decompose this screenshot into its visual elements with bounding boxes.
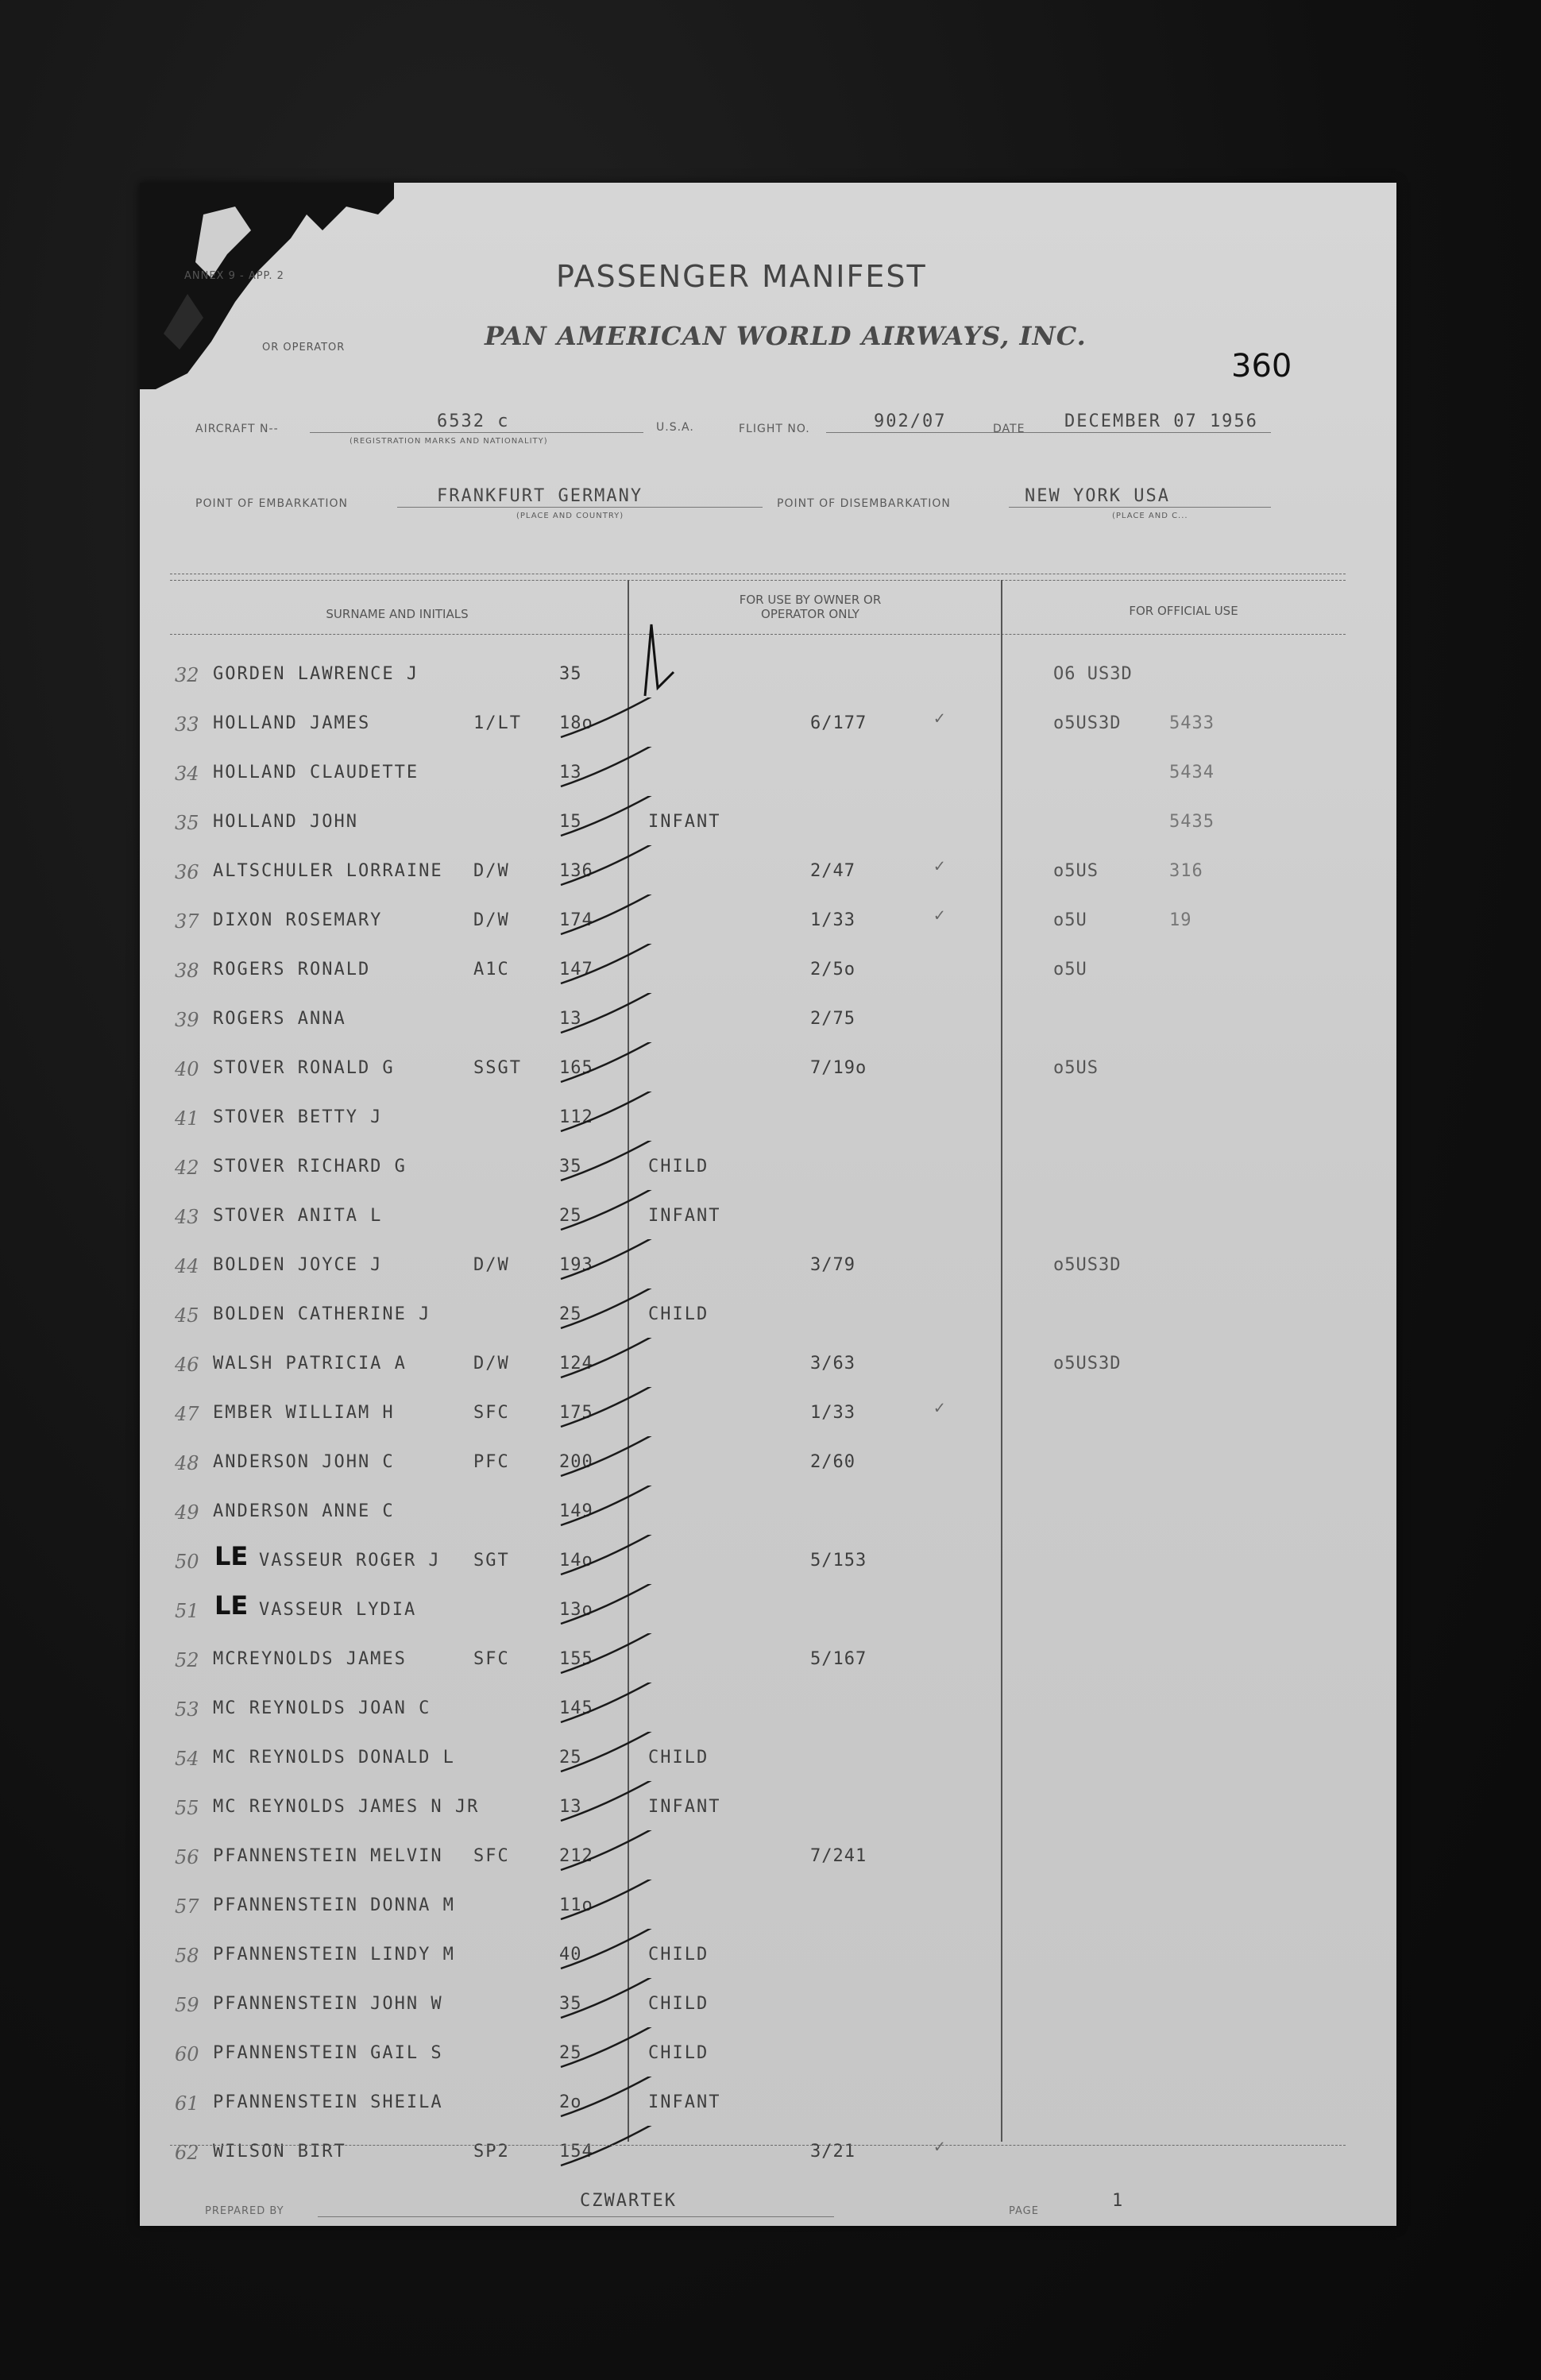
pen-strike bbox=[553, 796, 672, 844]
passenger-name: ROGERS RONALD bbox=[213, 960, 371, 979]
check-mark: ✓ bbox=[934, 1398, 945, 1418]
passenger-weight: 149 bbox=[559, 1501, 593, 1521]
passenger-remark: CHILD bbox=[648, 1945, 709, 1965]
row-number: 39 bbox=[175, 1009, 199, 1031]
pen-strike bbox=[553, 1091, 672, 1139]
official-code: o5US3D bbox=[1053, 713, 1122, 733]
row-number: 48 bbox=[175, 1452, 199, 1474]
passenger-weight: 25 bbox=[559, 1206, 582, 1226]
page-label: PAGE bbox=[1009, 2205, 1039, 2217]
passenger-remark: CHILD bbox=[648, 1994, 709, 2014]
table-row bbox=[140, 2077, 1396, 2124]
passenger-remark: CHILD bbox=[648, 2043, 709, 2063]
row-number: 61 bbox=[175, 2092, 199, 2115]
official-code: o5US bbox=[1053, 861, 1099, 881]
annex-label: ANNEX 9 - APP. 2 bbox=[184, 270, 284, 282]
pen-strike bbox=[553, 2077, 672, 2124]
manifest-title: PASSENGER MANIFEST bbox=[556, 259, 927, 294]
passenger-name: VASSEUR ROGER J bbox=[259, 1551, 441, 1571]
passenger-name: MC REYNOLDS JOAN C bbox=[213, 1698, 431, 1718]
passenger-remark: INFANT bbox=[648, 2092, 721, 2112]
passenger-remark: INFANT bbox=[648, 1797, 721, 1817]
passenger-weight: 13 bbox=[559, 1797, 582, 1817]
passenger-name: BOLDEN JOYCE J bbox=[213, 1255, 383, 1275]
table-row bbox=[140, 2027, 1396, 2075]
disembarkation-place: NEW YORK USA bbox=[1025, 486, 1170, 506]
passenger-weight: 13 bbox=[559, 763, 582, 782]
pen-strike bbox=[553, 944, 672, 991]
pen-strike bbox=[553, 2126, 672, 2173]
passenger-rank: D/W bbox=[473, 1255, 510, 1275]
pen-strike bbox=[553, 2027, 672, 2075]
passenger-name: PFANNENSTEIN JOHN W bbox=[213, 1994, 443, 2014]
passenger-weight: 25 bbox=[559, 1748, 582, 1768]
passenger-weight: 154 bbox=[559, 2142, 593, 2162]
owner-code: 3/63 bbox=[810, 1354, 855, 1374]
row-number: 32 bbox=[175, 664, 199, 686]
owner-code: 7/19o bbox=[810, 1058, 867, 1078]
page-number: 360 bbox=[1231, 348, 1292, 384]
official-code: o5US3D bbox=[1053, 1255, 1122, 1275]
passenger-remark: CHILD bbox=[648, 1304, 709, 1324]
check-mark: ✓ bbox=[934, 709, 945, 728]
flight-label: FLIGHT NO. bbox=[739, 423, 810, 435]
owner-code: 7/241 bbox=[810, 1846, 867, 1866]
check-mark: ✓ bbox=[934, 2137, 945, 2157]
pen-strike bbox=[553, 1387, 672, 1435]
row-number: 58 bbox=[175, 1945, 199, 1967]
passenger-rank: A1C bbox=[473, 960, 510, 979]
table-row bbox=[140, 2126, 1396, 2173]
row-number: 38 bbox=[175, 960, 199, 982]
owner-code: 5/153 bbox=[810, 1551, 867, 1571]
pen-strike bbox=[553, 993, 672, 1041]
pen-strike bbox=[553, 1929, 672, 1976]
table-row bbox=[140, 845, 1396, 893]
passenger-weight: 25 bbox=[559, 1304, 582, 1324]
official-number: 5433 bbox=[1169, 713, 1215, 733]
registration-caption: (REGISTRATION MARKS AND NATIONALITY) bbox=[350, 437, 548, 446]
row-number: 56 bbox=[175, 1846, 199, 1868]
passenger-rank: PFC bbox=[473, 1452, 510, 1472]
passenger-weight: 112 bbox=[559, 1107, 593, 1127]
passenger-name: HOLLAND CLAUDETTE bbox=[213, 763, 419, 782]
handwritten-annotation: LE bbox=[214, 1590, 249, 1621]
date-label: DATE bbox=[993, 423, 1025, 435]
owner-code: 1/33 bbox=[810, 1403, 855, 1423]
table-row bbox=[140, 1732, 1396, 1779]
official-code: o5U bbox=[1053, 960, 1087, 979]
passenger-name: GORDEN LAWRENCE J bbox=[213, 664, 419, 684]
table-row bbox=[140, 1683, 1396, 1730]
passenger-name: PFANNENSTEIN MELVIN bbox=[213, 1846, 443, 1866]
table-row bbox=[140, 796, 1396, 844]
passenger-weight: 11o bbox=[559, 1895, 593, 1915]
table-row bbox=[140, 1633, 1396, 1681]
embarkation-caption: (PLACE AND COUNTRY) bbox=[516, 512, 624, 520]
row-number: 60 bbox=[175, 2043, 199, 2065]
passenger-name: EMBER WILLIAM H bbox=[213, 1403, 395, 1423]
official-number: 316 bbox=[1169, 861, 1203, 881]
passenger-rank: D/W bbox=[473, 861, 510, 881]
owner-code: 2/47 bbox=[810, 861, 855, 881]
row-number: 40 bbox=[175, 1058, 199, 1080]
pen-strike bbox=[553, 697, 672, 745]
table-row bbox=[140, 944, 1396, 991]
table-row bbox=[140, 1387, 1396, 1435]
pen-strike bbox=[553, 845, 672, 893]
table-row bbox=[140, 1486, 1396, 1533]
passenger-name: BOLDEN CATHERINE J bbox=[213, 1304, 431, 1324]
pen-strike bbox=[553, 1486, 672, 1533]
row-number: 42 bbox=[175, 1157, 199, 1179]
disembarkation-caption: (PLACE AND C... bbox=[1112, 512, 1188, 520]
owner-code: 3/79 bbox=[810, 1255, 855, 1275]
passenger-weight: 145 bbox=[559, 1698, 593, 1718]
row-number: 49 bbox=[175, 1501, 199, 1524]
row-number: 36 bbox=[175, 861, 199, 883]
passenger-weight: 25 bbox=[559, 2043, 582, 2063]
aircraft-label: AIRCRAFT N-- bbox=[195, 423, 279, 435]
passenger-name: STOVER ANITA L bbox=[213, 1206, 383, 1226]
passenger-rank: SFC bbox=[473, 1403, 510, 1423]
row-number: 50 bbox=[175, 1551, 199, 1573]
column-header-surname: SURNAME AND INITIALS bbox=[326, 607, 469, 621]
passenger-rank: SFC bbox=[473, 1846, 510, 1866]
row-number: 45 bbox=[175, 1304, 199, 1327]
pen-strike bbox=[553, 1535, 672, 1582]
passenger-remark: INFANT bbox=[648, 812, 721, 832]
official-code: o5U bbox=[1053, 910, 1087, 930]
passenger-name: PFANNENSTEIN GAIL S bbox=[213, 2043, 443, 2063]
official-code: o5US bbox=[1053, 1058, 1099, 1078]
passenger-name: PFANNENSTEIN SHEILA bbox=[213, 2092, 443, 2112]
pen-strike bbox=[553, 1978, 672, 2026]
passenger-rank: 1/LT bbox=[473, 713, 522, 733]
passenger-rank: D/W bbox=[473, 1354, 510, 1374]
passenger-weight: 212 bbox=[559, 1846, 593, 1866]
pen-strike bbox=[553, 1584, 672, 1632]
table-row bbox=[140, 894, 1396, 942]
nationality: U.S.A. bbox=[656, 421, 694, 434]
passenger-weight: 13 bbox=[559, 1009, 582, 1029]
pen-strike bbox=[553, 1190, 672, 1238]
flight-date: DECEMBER 07 1956 bbox=[1064, 411, 1258, 431]
passenger-name: MC REYNOLDS JAMES N JR bbox=[213, 1797, 480, 1817]
passenger-name: WALSH PATRICIA A bbox=[213, 1354, 407, 1374]
row-number: 59 bbox=[175, 1994, 199, 2016]
passenger-name: PFANNENSTEIN LINDY M bbox=[213, 1945, 455, 1965]
passenger-weight: 147 bbox=[559, 960, 593, 979]
check-mark: ✓ bbox=[934, 856, 945, 876]
row-number: 55 bbox=[175, 1797, 199, 1819]
row-number: 35 bbox=[175, 812, 199, 834]
owner-code: 3/21 bbox=[810, 2142, 855, 2162]
row-number: 54 bbox=[175, 1748, 199, 1770]
passenger-name: MCREYNOLDS JAMES bbox=[213, 1649, 407, 1669]
official-number: 5435 bbox=[1169, 812, 1215, 832]
owner-code: 1/33 bbox=[810, 910, 855, 930]
passenger-rank: SSGT bbox=[473, 1058, 522, 1078]
passenger-name: MC REYNOLDS DONALD L bbox=[213, 1748, 455, 1768]
table-row bbox=[140, 1289, 1396, 1336]
passenger-weight: 165 bbox=[559, 1058, 593, 1078]
pen-strike bbox=[553, 1830, 672, 1878]
passenger-weight: 136 bbox=[559, 861, 593, 881]
passenger-weight: 35 bbox=[559, 1157, 582, 1176]
owner-code: 2/75 bbox=[810, 1009, 855, 1029]
table-row bbox=[140, 1190, 1396, 1238]
passenger-rank: SFC bbox=[473, 1649, 510, 1669]
column-header-owner: FOR USE BY OWNER OR OPERATOR ONLY bbox=[739, 593, 882, 621]
pen-strike bbox=[553, 1141, 672, 1188]
aircraft-number: 6532 c bbox=[437, 411, 510, 431]
table-row bbox=[140, 1338, 1396, 1385]
page-value: 1 bbox=[1112, 2191, 1125, 2211]
owner-code: 6/177 bbox=[810, 713, 867, 733]
table-row bbox=[140, 648, 1396, 696]
pen-strike bbox=[553, 1042, 672, 1090]
embarkation-place: FRANKFURT GERMANY bbox=[437, 486, 643, 506]
pen-strike bbox=[553, 1732, 672, 1779]
official-code: O6 US3D bbox=[1053, 664, 1133, 684]
official-number: 5434 bbox=[1169, 763, 1215, 782]
passenger-rank: SGT bbox=[473, 1551, 510, 1571]
table-row bbox=[140, 1880, 1396, 1927]
passenger-weight: 14o bbox=[559, 1551, 593, 1571]
passenger-weight: 35 bbox=[559, 664, 582, 684]
table-row bbox=[140, 1141, 1396, 1188]
check-mark: ✓ bbox=[934, 906, 945, 925]
flight-number: 902/07 bbox=[874, 411, 947, 431]
passenger-name: ANDERSON ANNE C bbox=[213, 1501, 395, 1521]
passenger-remark: CHILD bbox=[648, 1157, 709, 1176]
passenger-weight: 35 bbox=[559, 1994, 582, 2014]
row-number: 52 bbox=[175, 1649, 199, 1671]
passenger-weight: 193 bbox=[559, 1255, 593, 1275]
pen-strike bbox=[553, 894, 672, 942]
row-number: 44 bbox=[175, 1255, 199, 1277]
table-row bbox=[140, 1830, 1396, 1878]
row-number: 51 bbox=[175, 1600, 199, 1622]
row-number: 53 bbox=[175, 1698, 199, 1721]
passenger-name: HOLLAND JAMES bbox=[213, 713, 371, 733]
row-number: 37 bbox=[175, 910, 199, 933]
passenger-name: HOLLAND JOHN bbox=[213, 812, 358, 832]
passenger-weight: 200 bbox=[559, 1452, 593, 1472]
passenger-weight: 155 bbox=[559, 1649, 593, 1669]
owner-code: 2/5o bbox=[810, 960, 855, 979]
column-header-official: FOR OFFICIAL USE bbox=[1129, 604, 1238, 618]
row-number: 46 bbox=[175, 1354, 199, 1376]
table-row bbox=[140, 747, 1396, 794]
passenger-rank: SP2 bbox=[473, 2142, 510, 2162]
row-number: 57 bbox=[175, 1895, 199, 1918]
passenger-weight: 174 bbox=[559, 910, 593, 930]
official-code: o5US3D bbox=[1053, 1354, 1122, 1374]
passenger-remark: CHILD bbox=[648, 1748, 709, 1768]
table-row bbox=[140, 1929, 1396, 1976]
table-row bbox=[140, 1584, 1396, 1632]
table-row bbox=[140, 1042, 1396, 1090]
pen-strike bbox=[553, 1633, 672, 1681]
passenger-name: STOVER RICHARD G bbox=[213, 1157, 407, 1176]
passenger-name: ANDERSON JOHN C bbox=[213, 1452, 395, 1472]
passenger-weight: 15 bbox=[559, 812, 582, 832]
table-row bbox=[140, 697, 1396, 745]
pen-strike bbox=[553, 747, 672, 794]
pen-strike bbox=[553, 1436, 672, 1484]
owner-operator-label: OR OPERATOR bbox=[262, 342, 346, 354]
table-row bbox=[140, 993, 1396, 1041]
owner-code: 2/60 bbox=[810, 1452, 855, 1472]
row-number: 33 bbox=[175, 713, 199, 736]
table-row bbox=[140, 1091, 1396, 1139]
passenger-weight: 40 bbox=[559, 1945, 582, 1965]
official-number: 19 bbox=[1169, 910, 1192, 930]
row-number: 47 bbox=[175, 1403, 199, 1425]
passenger-rank: D/W bbox=[473, 910, 510, 930]
passenger-name: ROGERS ANNA bbox=[213, 1009, 346, 1029]
row-number: 43 bbox=[175, 1206, 199, 1228]
owner-code: 5/167 bbox=[810, 1649, 867, 1669]
row-number: 41 bbox=[175, 1107, 199, 1130]
table-row bbox=[140, 1239, 1396, 1287]
table-row bbox=[140, 1535, 1396, 1582]
pen-strike bbox=[553, 1880, 672, 1927]
row-number: 62 bbox=[175, 2142, 199, 2164]
torn-corner bbox=[140, 183, 394, 389]
table-row bbox=[140, 1781, 1396, 1829]
pen-strike bbox=[553, 1683, 672, 1730]
pen-strike bbox=[553, 1338, 672, 1385]
disembarkation-label: POINT OF DISEMBARKATION bbox=[777, 497, 951, 510]
passenger-weight: 175 bbox=[559, 1403, 593, 1423]
passenger-name: WILSON BIRT bbox=[213, 2142, 346, 2162]
passenger-weight: 124 bbox=[559, 1354, 593, 1374]
passenger-name: VASSEUR LYDIA bbox=[259, 1600, 417, 1620]
table-row bbox=[140, 1436, 1396, 1484]
passenger-name: ALTSCHULER LORRAINE bbox=[213, 861, 443, 881]
handwritten-annotation: LE bbox=[214, 1541, 249, 1571]
passenger-weight: 2o bbox=[559, 2092, 582, 2112]
pen-strike bbox=[553, 1781, 672, 1829]
row-number: 34 bbox=[175, 763, 199, 785]
passenger-name: STOVER RONALD G bbox=[213, 1058, 395, 1078]
prepared-by-label: PREPARED BY bbox=[205, 2205, 284, 2217]
passenger-remark: INFANT bbox=[648, 1206, 721, 1226]
table-row bbox=[140, 1978, 1396, 2026]
pen-strike bbox=[553, 1289, 672, 1336]
passenger-weight: 13o bbox=[559, 1600, 593, 1620]
embarkation-label: POINT OF EMBARKATION bbox=[195, 497, 349, 510]
passenger-weight: 18o bbox=[559, 713, 593, 733]
passenger-name: PFANNENSTEIN DONNA M bbox=[213, 1895, 455, 1915]
airline-name: PAN AMERICAN WORLD AIRWAYS, INC. bbox=[485, 321, 1087, 351]
passenger-name: STOVER BETTY J bbox=[213, 1107, 383, 1127]
passenger-name: DIXON ROSEMARY bbox=[213, 910, 383, 930]
pen-strike bbox=[553, 1239, 672, 1287]
prepared-by-name: CZWARTEK bbox=[580, 2191, 677, 2211]
